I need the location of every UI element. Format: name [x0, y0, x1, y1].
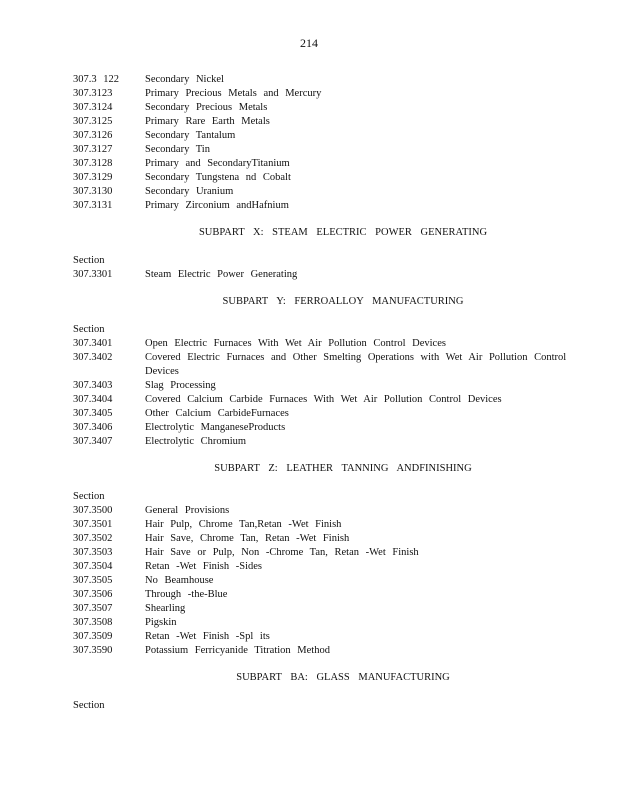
- section-title: Primary Zirconium andHafnium: [145, 200, 289, 211]
- section-title: Other Calcium CarbideFurnaces: [145, 408, 289, 419]
- list-item: [73, 504, 593, 518]
- section-list-continued: [73, 73, 593, 213]
- section-number: 307.3406: [73, 422, 113, 433]
- list-item: [73, 337, 593, 351]
- list-item: [73, 518, 593, 532]
- section-number: 307.3401: [73, 338, 113, 349]
- list-item: [73, 393, 593, 407]
- section-number: 307.3128: [73, 158, 113, 169]
- section-number: 307.3505: [73, 575, 113, 586]
- subpart-heading-y: SUBPART Y: FERROALLOY MANUFACTURING: [222, 296, 464, 307]
- section-title: Hair Save, Chrome Tan, Retan -Wet Finish: [145, 533, 350, 544]
- section-title: Covered Electric Furnaces and Other Smelting Operations with Wet Air Pollution Control Devices: [145, 352, 567, 377]
- section-title: Secondary Tantalum: [145, 130, 236, 141]
- section-title: Through -the-Blue: [145, 589, 228, 600]
- section-title: Primary and SecondaryTitanium: [145, 158, 290, 169]
- section-label: Section: [73, 255, 105, 266]
- list-item: [73, 73, 593, 87]
- section-title: Hair Pulp, Chrome Tan,Retan -Wet Finish: [145, 519, 342, 530]
- section-number: 307.3507: [73, 603, 113, 614]
- list-item: [73, 421, 593, 435]
- section-title: Secondary Nickel: [145, 74, 224, 85]
- section-title: Hair Save or Pulp, Non -Chrome Tan, Retan -Wet Finish: [145, 547, 419, 558]
- list-item: [73, 435, 593, 449]
- section-title: General Provisions: [145, 505, 230, 516]
- section-title: Steam Electric Power Generating: [145, 269, 298, 280]
- list-item: [73, 630, 593, 644]
- section-title: No Beamhouse: [145, 575, 214, 586]
- list-item: [73, 644, 593, 658]
- list-item: [73, 129, 593, 143]
- section-number: 307.3506: [73, 589, 113, 600]
- section-number: 307.3125: [73, 116, 113, 127]
- list-item: [73, 560, 593, 574]
- section-title: Retan -Wet Finish -Spl its: [145, 631, 270, 642]
- section-title: Retan -Wet Finish -Sides: [145, 561, 263, 572]
- section-number: 307.3590: [73, 645, 113, 656]
- section-number: 307.3503: [73, 547, 113, 558]
- list-item: [73, 143, 593, 157]
- section-title: Slag Processing: [145, 380, 216, 391]
- section-number: 307.3504: [73, 561, 113, 572]
- list-item: [73, 87, 593, 101]
- list-item: [73, 546, 593, 560]
- list-item: [73, 616, 593, 630]
- section-title: Secondary Uranium: [145, 186, 234, 197]
- section-title: Secondary Tin: [145, 144, 210, 155]
- list-item: [73, 574, 593, 588]
- table-of-contents: [73, 73, 593, 713]
- section-title: Electrolytic ManganeseProducts: [145, 422, 286, 433]
- section-number: 307.3403: [73, 380, 113, 391]
- section-title: Secondary Tungstena nd Cobalt: [145, 172, 291, 183]
- subpart-heading-x: SUBPART X: STEAM ELECTRIC POWER GENERATING: [198, 227, 488, 238]
- section-number: 307.3501: [73, 519, 113, 530]
- list-item: [73, 101, 593, 115]
- section-number: 307.3124: [73, 102, 113, 113]
- section-title: Primary Precious Metals and Mercury: [145, 88, 322, 99]
- section-number: 307.3301: [73, 269, 113, 280]
- section-number: 307.3404: [73, 394, 113, 405]
- section-number: 307.3502: [73, 533, 113, 544]
- section-number: 307.3127: [73, 144, 113, 155]
- section-number: 307.3509: [73, 631, 113, 642]
- section-title: Electrolytic Chromium: [145, 436, 247, 447]
- section-number: 307.3123: [73, 88, 113, 99]
- list-item: [73, 602, 593, 616]
- section-number: 307.3126: [73, 130, 113, 141]
- section-number: 307.3500: [73, 505, 113, 516]
- list-item: [73, 407, 593, 421]
- section-number: 307.3407: [73, 436, 113, 447]
- section-number: 307.3130: [73, 186, 113, 197]
- section-title: Pigskin: [145, 617, 177, 628]
- section-title: Covered Calcium Carbide Furnaces With Wet Air Pollution Control Devices: [145, 394, 502, 405]
- section-title: Potassium Ferricyanide Titration Method: [145, 645, 330, 656]
- subpart-heading-ba: SUBPART BA: GLASS MANUFACTURING: [236, 672, 450, 683]
- section-number: 307.3508: [73, 617, 113, 628]
- section-number: 307.3 122: [73, 74, 119, 85]
- subpart-heading-z: SUBPART Z: LEATHER TANNING ANDFINISHING: [214, 463, 472, 474]
- list-item: [73, 115, 593, 129]
- section-number: 307.3129: [73, 172, 113, 183]
- list-item: [73, 171, 593, 185]
- list-item: [73, 185, 593, 199]
- section-number: 307.3405: [73, 408, 113, 419]
- list-item: [73, 379, 593, 393]
- list-item: [73, 351, 593, 379]
- section-number: 307.3402: [73, 352, 113, 363]
- section-label: Section: [73, 700, 105, 711]
- section-title: Secondary Precious Metals: [145, 102, 268, 113]
- list-item: [73, 588, 593, 602]
- list-item: [73, 268, 593, 282]
- list-item: [73, 532, 593, 546]
- section-title: Primary Rare Earth Metals: [145, 116, 270, 127]
- section-title: Shearling: [145, 603, 186, 614]
- section-title: Open Electric Furnaces With Wet Air Pollution Control Devices: [145, 338, 446, 349]
- page-number: 214: [300, 36, 318, 50]
- list-item: [73, 199, 593, 213]
- section-label: Section: [73, 491, 105, 502]
- list-item: [73, 157, 593, 171]
- section-label: Section: [73, 324, 105, 335]
- section-number: 307.3131: [73, 200, 113, 211]
